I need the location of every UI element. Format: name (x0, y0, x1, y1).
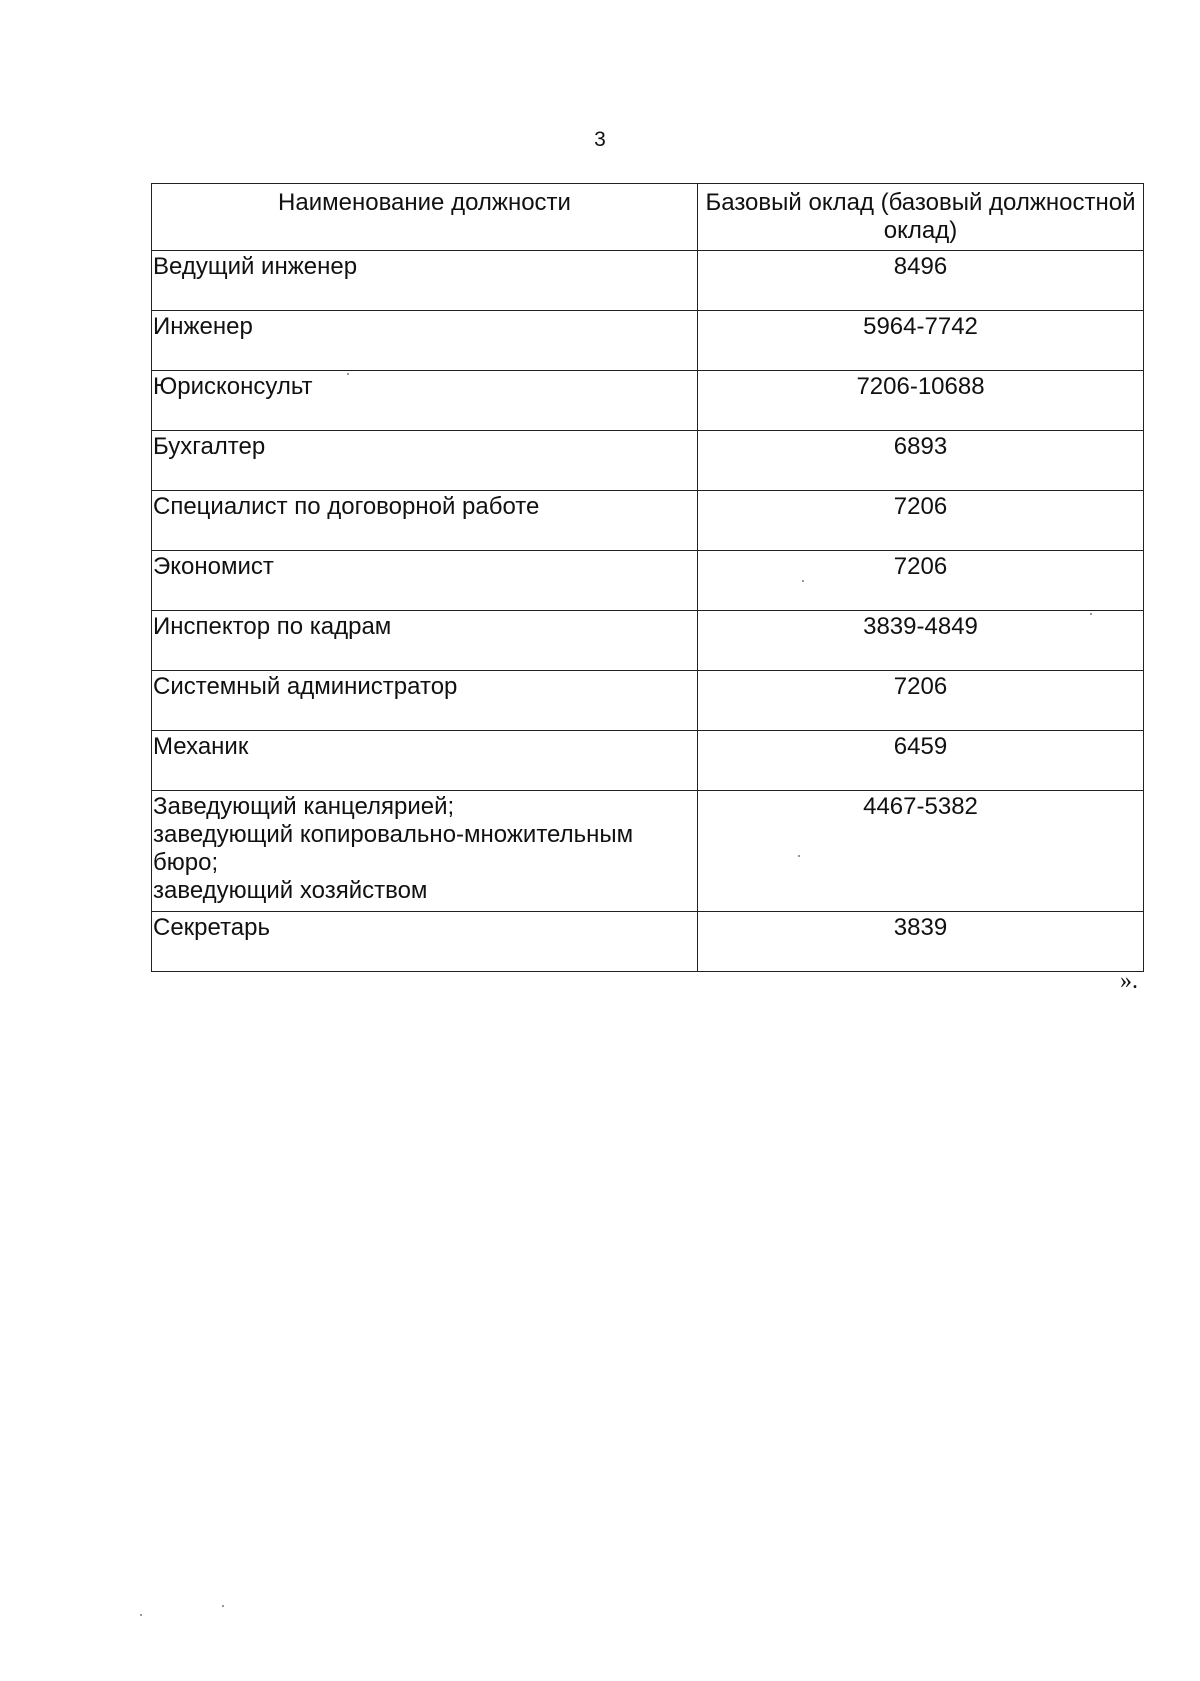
table-row (152, 251, 1144, 311)
salary-cell: 3839 (698, 912, 1144, 972)
salary-cell: 7206 (698, 551, 1144, 611)
table-row (152, 791, 1144, 912)
position-cell (152, 491, 698, 551)
scan-speck (222, 1605, 224, 1607)
scan-speck (347, 373, 349, 375)
salary-cell: 6893 (698, 431, 1144, 491)
position-cell (152, 371, 698, 431)
scan-speck (140, 1614, 142, 1616)
salary-cell: 7206 (698, 671, 1144, 731)
closing-quote-mark: ». (1120, 968, 1138, 994)
scan-speck (802, 580, 804, 582)
table-header-row (152, 184, 1144, 251)
position-cell (152, 431, 698, 491)
table-row (152, 912, 1144, 972)
position-name: Заведующий канцелярией; (153, 793, 455, 820)
salary-cell: 6459 (698, 731, 1144, 791)
position-name: Специалист по договорной работе (153, 493, 540, 520)
position-cell (152, 731, 698, 791)
page-number: 3 (594, 128, 606, 151)
table-row (152, 311, 1144, 371)
position-name: Инспектор по кадрам (153, 613, 392, 640)
salary-cell: 7206-10688 (698, 371, 1144, 431)
scan-speck (1090, 613, 1092, 615)
salary-cell: 7206 (698, 491, 1144, 551)
scan-speck (798, 855, 800, 857)
position-name: Системный администратор (153, 673, 458, 700)
position-name: Юрисконсульт (153, 373, 313, 400)
position-cell (152, 912, 698, 972)
salary-table (151, 183, 1144, 972)
table-row (152, 671, 1144, 731)
table-row (152, 731, 1144, 791)
position-cell (152, 251, 698, 311)
position-name: Механик (153, 733, 249, 760)
table-row (152, 491, 1144, 551)
position-name: Ведущий инженер (153, 253, 358, 280)
position-cell (152, 551, 698, 611)
table-row (152, 611, 1144, 671)
position-name: Бухгалтер (153, 433, 266, 460)
position-name: Инженер (153, 313, 253, 340)
position-cell (152, 611, 698, 671)
position-cell (152, 791, 698, 912)
position-name: Экономист (153, 553, 274, 580)
salary-cell: 5964-7742 (698, 311, 1144, 371)
table-row (152, 551, 1144, 611)
table-row (152, 431, 1144, 491)
salary-cell: 4467-5382 (698, 791, 1144, 912)
position-cell (152, 311, 698, 371)
salary-cell: 8496 (698, 251, 1144, 311)
header-position: Наименование должности (152, 184, 698, 251)
position-name: заведующий копировально-множительным бюро; (153, 821, 634, 876)
position-name: заведующий хозяйством (153, 877, 428, 904)
position-name: Секретарь (153, 914, 270, 941)
position-cell (152, 671, 698, 731)
table-row (152, 371, 1144, 431)
header-base-salary: Базовый оклад (базовый должностной оклад) (698, 184, 1144, 251)
salary-cell: 3839-4849 (698, 611, 1144, 671)
